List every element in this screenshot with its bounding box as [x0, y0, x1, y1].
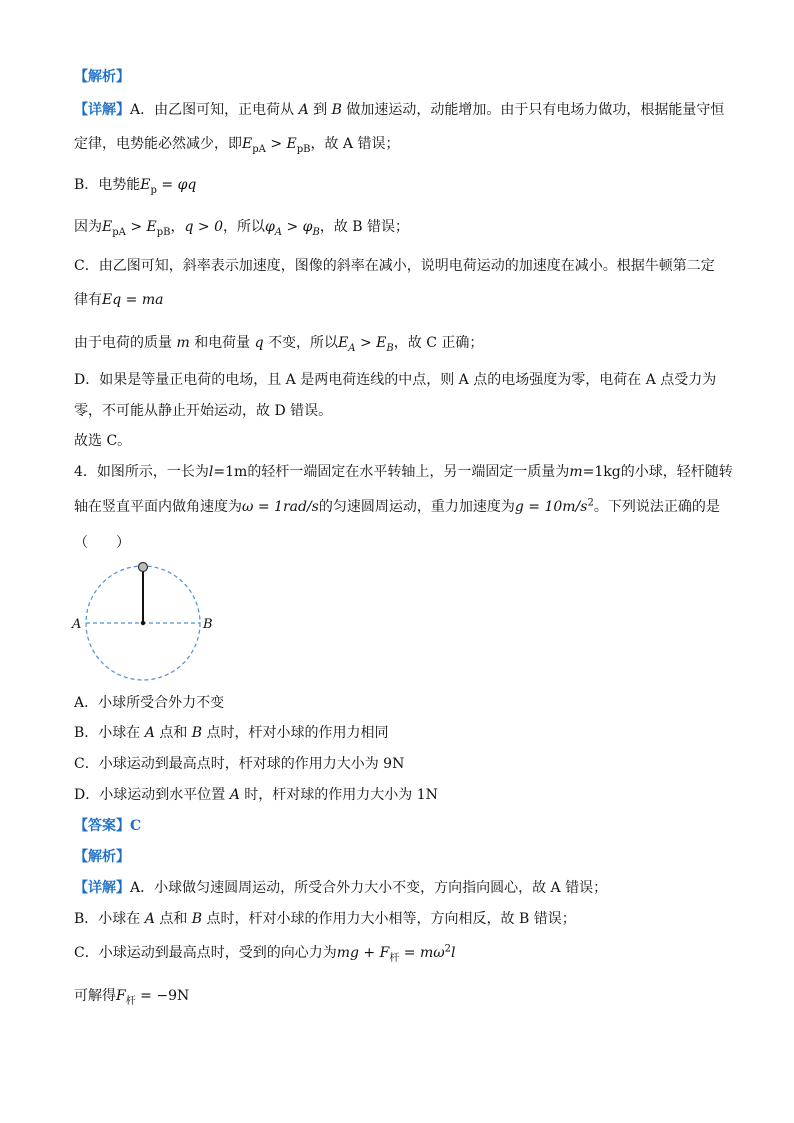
detail-line-b1: B．电势能$E_p = \varphi q$ — [74, 177, 197, 196]
detail2-line-c: C．小球运动到最高点时，受到的向心力为mg + $F_杆 = m\omega^2l$ — [74, 943, 456, 964]
label-a: A — [72, 617, 82, 632]
detail-line-d1: D．如果是等量正电荷的电场，且 A 是两电荷连线的中点，则 A 点的电场强度为零，电荷在 A 点受力为 — [74, 372, 717, 388]
detail-line-c2: 律有Eq = ma — [74, 292, 164, 308]
detail-line-c1: C．由乙图可知，斜率表示加速度，图像的斜率在减小，说明电荷运动的加速度在减小。根据牛顿第二定 — [74, 258, 715, 274]
detail2-line-a: 【详解】A．小球做匀速圆周运动，所受合外力大小不变，方向指向圆心，故 A 错误； — [74, 880, 608, 896]
option-b: B．小球在 A 点和 B 点时，杆对小球的作用力相同 — [74, 725, 389, 741]
pivot-dot — [141, 621, 145, 625]
analysis-tag: 【解析】 — [74, 69, 130, 85]
detail-line-a2: 定律，电势能必然减少，即$E_{pA} > E_{pB}$，故 A 错误； — [74, 136, 400, 155]
circle-diagram — [66, 556, 226, 686]
detail-line-d2: 零，不可能从静止开始运动，故 D 错误。 — [74, 403, 333, 419]
option-d: D．小球运动到水平位置 A 时，杆对球的作用力大小为 1N — [74, 787, 438, 803]
option-c: C．小球运动到最高点时，杆对球的作用力大小为 9N — [74, 756, 405, 772]
detail2-line-result: 可解得$F_杆 = -9N$ — [74, 988, 190, 1007]
ball — [139, 563, 148, 572]
detail2-line-b: B．小球在 A 点和 B 点时，杆对小球的作用力大小相等，方向相反，故 B 错误； — [74, 911, 576, 927]
label-b: B — [203, 617, 213, 632]
question-stem-line1: 4．如图所示，一长为l=1m的轻杆一端固定在水平转轴上，另一端固定一质量为m=1kg的小球，轻杆随转 — [74, 464, 733, 480]
detail-line-a1: 【详解】A．由乙图可知，正电荷从 A 到 B 做加速运动，动能增加。由于只有电场力做功，根据能量守恒 — [74, 102, 725, 118]
detail-line-b2: 因为$E_{pA} > E_{pB}$，q > 0，所以$\varphi_A > \varphi_B$，故 B 错误； — [74, 219, 410, 238]
answer-line: 【答案】C — [74, 818, 142, 834]
choice-line: 故选 C。 — [74, 433, 132, 449]
question-stem-line2: 轴在竖直平面内做角速度为ω = 1rad/s的匀速圆周运动，重力加速度为$g = 10m/s^2$。下列说法正确的是 — [74, 497, 720, 515]
option-a: A．小球所受合外力不变 — [74, 695, 225, 711]
question-paren: （ ） — [74, 535, 130, 551]
detail-line-c3: 由于电荷的质量 m 和电荷量 q 不变，所以$E_A > E_B$，故 C 正确； — [74, 335, 484, 354]
analysis2-tag: 【解析】 — [74, 849, 130, 865]
